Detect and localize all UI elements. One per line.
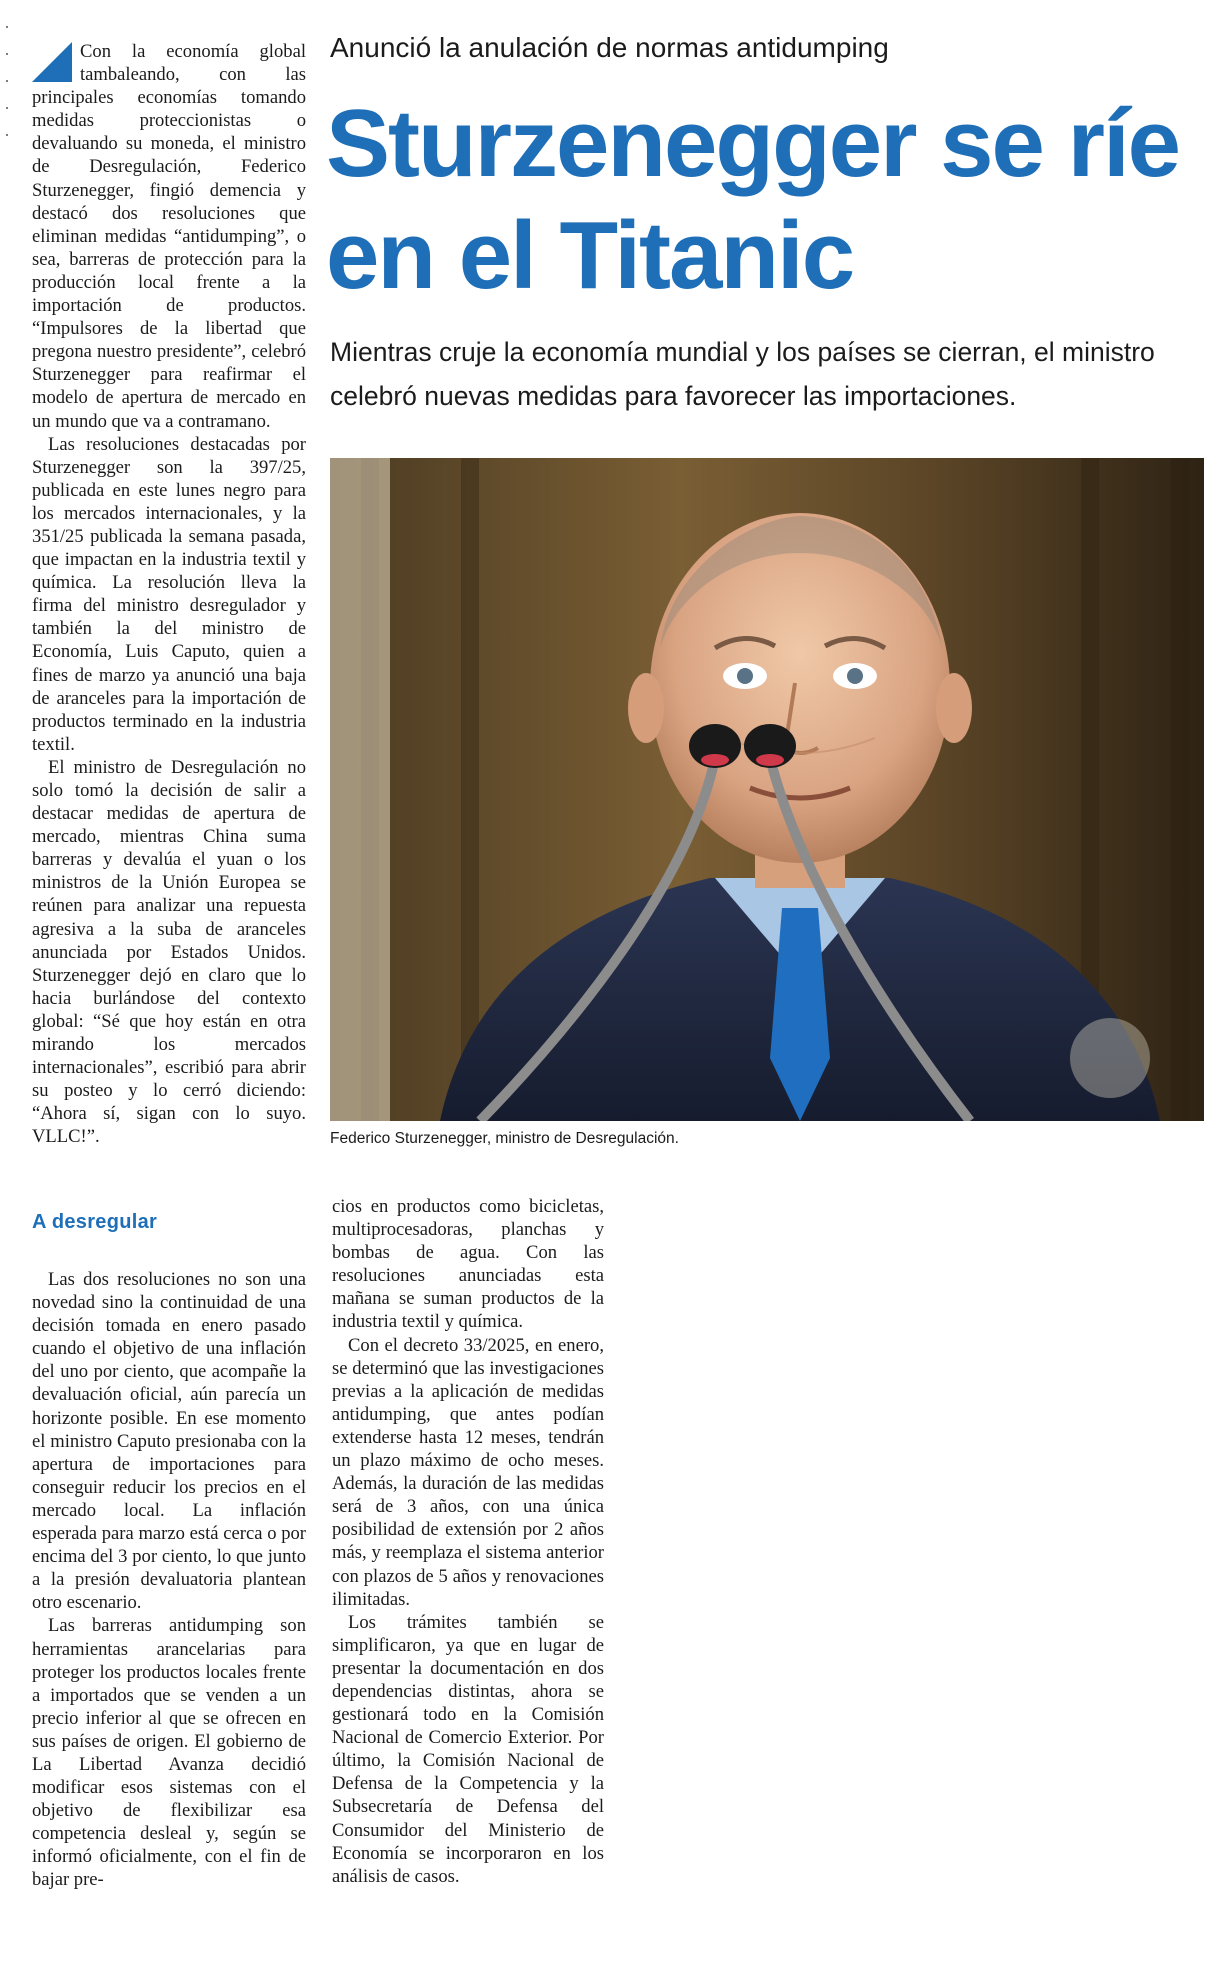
body-paragraph: Las dos resoluciones no son una novedad sino la continuidad de una decisión tomada en enero pasado cuando el objetivo de una inflación del uno por ciento, que acompañe la devaluación oficial, aún parecía un horizonte posible. En ese momento el ministro Caputo presionaba con la apertura de importaciones para conseguir reducir los precios en el mercado local. La inflación esperada para marzo está cerca o por encima del 3 por ciento, lo que junto a la presión devaluatoria plantean otro escenario. — [32, 1269, 306, 1614]
margin-dots — [6, 26, 10, 136]
article-body-left-top — [32, 40, 306, 1149]
body-paragraph — [32, 40, 306, 433]
article-photo — [330, 458, 1204, 1121]
section-subhead: A desregular — [32, 1211, 158, 1233]
body-paragraph: Con el decreto 33/2025, en enero, se determinó que las investigaciones previas a la aplicación de medidas antidumping, que antes podían extenderse hasta 12 meses, tendrán un plazo máximo de ocho meses. Además, la duración de las medidas será de 3 años, con una única posibilidad de extensión por 2 años más, y reemplaza el sistema anterior con plazos de 5 años y renovaciones ilimitadas. — [332, 1334, 604, 1610]
body-paragraph: El ministro de Desregulación no solo tomó la decisión de salir a destacar medidas de apertura de mercado, mientras China suma barreras y devalúa el yuan o los ministros de la Unión Europea se reúnen para analizar una repuesta agresiva a la suba de aranceles anunciada por Estados Unidos. Sturzenegger dejó en claro que lo hacia burlándose del contexto global: “Sé que hoy están en otra mirando los mercados internacionales”, escribió para abrir su posteo y lo cerró diciendo: “Ahora sí, sigan con lo suyo. VLLC!”. — [32, 756, 306, 1148]
article-body-middle-bottom — [332, 1195, 604, 1888]
body-paragraph: Las resoluciones destacadas por Sturzenegger son la 397/25, publicada en este lunes negro para los mercados internacionales, y la 351/25 publicada la semana pasada, que impactan en la industria textil y química. La resolución lleva la firma del ministro desregulador y también la del ministro de Economía, Luis Caputo, quien a fines de marzo ya anunció una baja de aranceles para la importación de productos terminado en la industria textil. — [32, 433, 306, 755]
body-paragraph: Las barreras antidumping son herramientas arancelarias para proteger los productos locales frente a importados que se venden a un precio inferior al que se ofrecen en sus países de origen. El gobierno de La Libertad Avanza decidió modificar esos sistemas con el objetivo de flexibilizar esa competencia desleal y, según se informó oficialmente, con el fin de bajar pre- — [32, 1615, 306, 1891]
body-paragraph: Los trámites también se simplificaron, ya que en lugar de presentar la documentación en dos dependencias distintas, ahora se gestionará todo en la Comisión Nacional de Comercio Exterior. Por último, la Comisión Nacional de Defensa de la Competencia y la Subsecretaría de Defensa del Consumidor del Ministerio de Economía se incorporaron en los análisis de casos. — [332, 1611, 604, 1887]
body-paragraph: cios en productos como bicicletas, multiprocesadoras, planchas y bombas de agua. Con las resoluciones anunciadas esta mañana se suman productos de la industria textil y química. — [332, 1196, 604, 1333]
headline: Sturzenegger se ríe en el Titanic — [326, 90, 1179, 309]
deck: Mientras cruje la economía mundial y los países se cierran, el ministro celebró nuevas medidas para favorecer las importaciones. — [330, 337, 1155, 411]
corner-triangle-icon — [32, 42, 72, 82]
body-paragraph-text: Con la economía global tambaleando, con las principales economías tomando medidas proteccionistas o devaluando su moneda, el ministro de Desregulación, Federico Sturzenegger, fingió demencia y destacó dos resoluciones que eliminan medidas “antidumping”, o sea, barreras de protección para la producción local frente a la importación de productos. “Impulsores de la libertad que pregona nuestro presidente”, celebró Sturzenegger para reafirmar el modelo de apertura de mercado en un mundo que va a contramano. — [32, 41, 306, 432]
article-body-left-bottom — [32, 1268, 306, 1892]
kicker: Anunció la anulación de normas antidumping — [330, 32, 889, 63]
portrait-illustration — [330, 458, 1204, 1121]
photo-caption: Federico Sturzenegger, ministro de Desregulación. — [330, 1130, 679, 1147]
